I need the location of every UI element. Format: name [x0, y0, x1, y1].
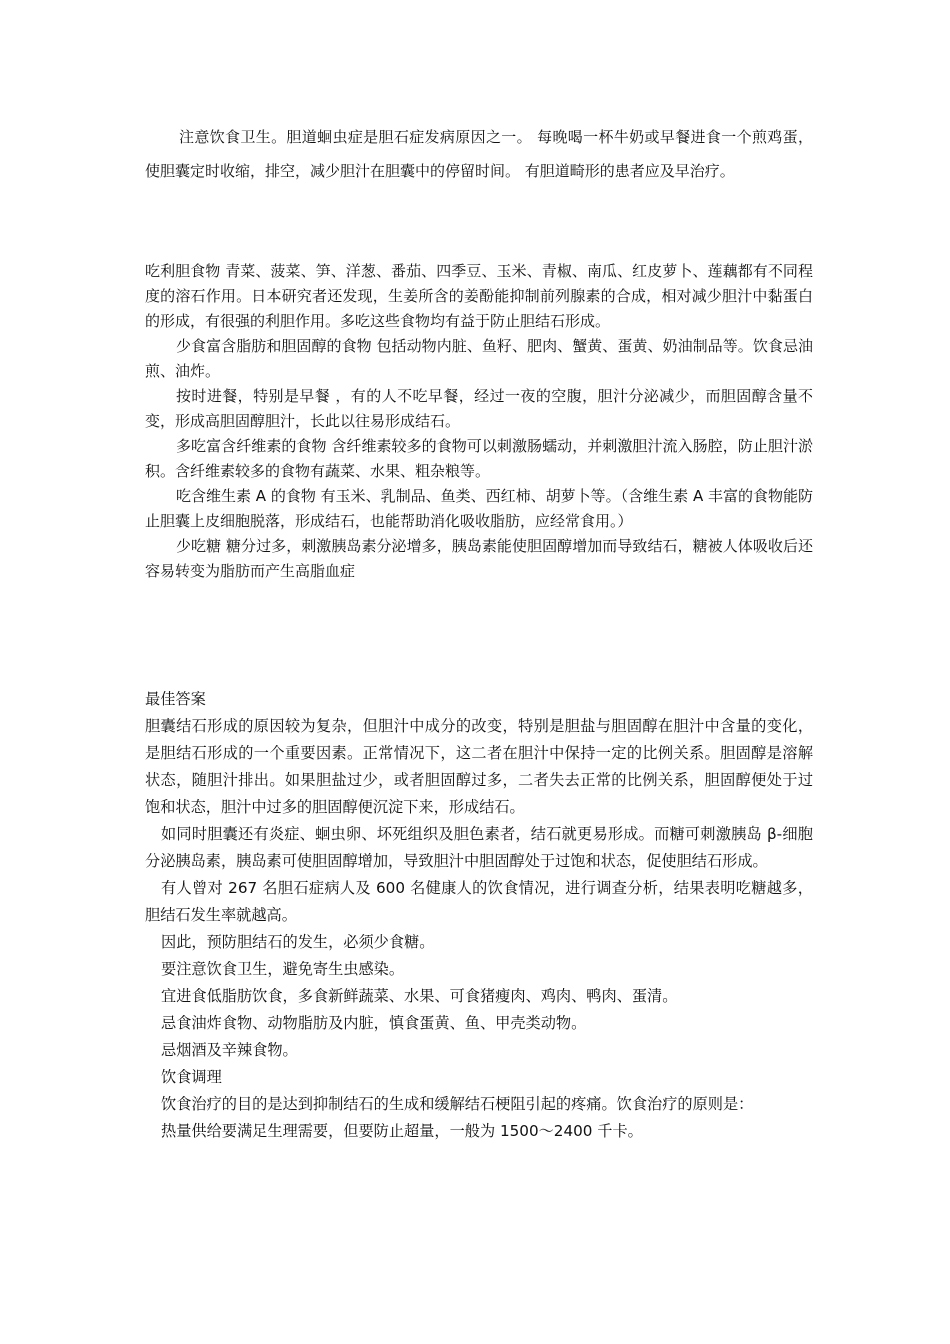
paragraph: 因此，预防胆结石的发生，必须少食糖。	[161, 933, 435, 951]
best-answer-section	[145, 686, 813, 1145]
paragraph: 胆囊结石形成的原因较为复杂，但胆汁中成分的改变，特别是胆盐与胆固醇在胆汁中含量的变化，是胆结石形成的一个重要因素。正常情况下，这二者在胆汁中保持一定的比例关系。胆固醇是溶解状态，随胆汁排出。如果胆盐过少，或者胆固醇过多，二者失去正常的比例关系，胆固醇便处于过饱和状态，胆汁中过多的胆固醇便沉淀下来，形成结石。	[145, 717, 813, 816]
paragraph: 多吃富含纤维素的食物 含纤维素较多的食物可以刺激肠蠕动，并刺激胆汁流入肠腔，防止胆汁淤积。含纤维素较多的食物有蔬菜、水果、粗杂粮等。	[145, 437, 813, 480]
paragraph: 注意饮食卫生。胆道蛔虫症是胆石症发病原因之一。 每晚喝一杯牛奶或早餐进食一个煎鸡蛋，使胆囊定时收缩，排空，减少胆汁在胆囊中的停留时间。 有胆道畸形的患者应及早治疗。	[145, 128, 813, 180]
subheading: 饮食调理	[161, 1068, 222, 1086]
diet-tips-section	[145, 259, 813, 584]
paragraph: 少食富含脂肪和胆固醇的食物 包括动物内脏、鱼籽、肥肉、蟹黄、蛋黄、奶油制品等。饮食忌油煎、油炸。	[145, 337, 813, 380]
paragraph: 吃利胆食物 青菜、菠菜、笋、洋葱、番茄、四季豆、玉米、青椒、南瓜、红皮萝卜、莲藕都有不同程度的溶石作用。日本研究者还发现，生姜所含的姜酚能抑制前列腺素的合成，相对减少胆汁中黏蛋白的形成，有很强的利胆作用。多吃这些食物均有益于防止胆结石形成。	[145, 262, 813, 330]
paragraph: 饮食治疗的目的是达到抑制结石的生成和缓解结石梗阻引起的疼痛。饮食治疗的原则是：	[161, 1095, 754, 1113]
section-heading: 最佳答案	[145, 690, 206, 708]
paragraph: 吃含维生素 A 的食物 有玉米、乳制品、鱼类、西红柿、胡萝卜等。（含维生素 A 丰富的食物能防止胆囊上皮细胞脱落，形成结石，也能帮助消化吸收脂肪，应经常食用。）	[145, 487, 813, 530]
paragraph: 要注意饮食卫生，避免寄生虫感染。	[161, 960, 404, 978]
paragraph: 有人曾对 267 名胆石症病人及 600 名健康人的饮食情况，进行调查分析，结果表明吃糖越多，胆结石发生率就越高。	[145, 879, 813, 924]
paragraph: 按时进餐，特别是早餐 ，有的人不吃早餐，经过一夜的空腹，胆汁分泌减少，而胆固醇含量不变，形成高胆固醇胆汁，长此以往易形成结石。	[145, 387, 813, 430]
diet-hygiene-section	[145, 120, 813, 188]
paragraph: 宜进食低脂肪饮食，多食新鲜蔬菜、水果、可食猪瘦肉、鸡肉、鸭肉、蛋清。	[161, 987, 678, 1005]
paragraph: 热量供给要满足生理需要，但要防止超量，一般为 1500～2400 千卡。	[161, 1122, 643, 1140]
paragraph: 如同时胆囊还有炎症、蛔虫卵、坏死组织及胆色素者，结石就更易形成。而糖可刺激胰岛 β-细胞分泌胰岛素，胰岛素可使胆固醇增加，导致胆汁中胆固醇处于过饱和状态，促使胆结石形成。	[145, 825, 813, 870]
paragraph: 少吃糖 糖分过多，刺激胰岛素分泌增多，胰岛素能使胆固醇增加而导致结石，糖被人体吸收后还容易转变为脂肪而产生高脂血症	[145, 537, 813, 580]
paragraph: 忌食油炸食物、动物脂肪及内脏，慎食蛋黄、鱼、甲壳类动物。	[161, 1014, 587, 1032]
paragraph: 忌烟酒及辛辣食物。	[161, 1041, 298, 1059]
